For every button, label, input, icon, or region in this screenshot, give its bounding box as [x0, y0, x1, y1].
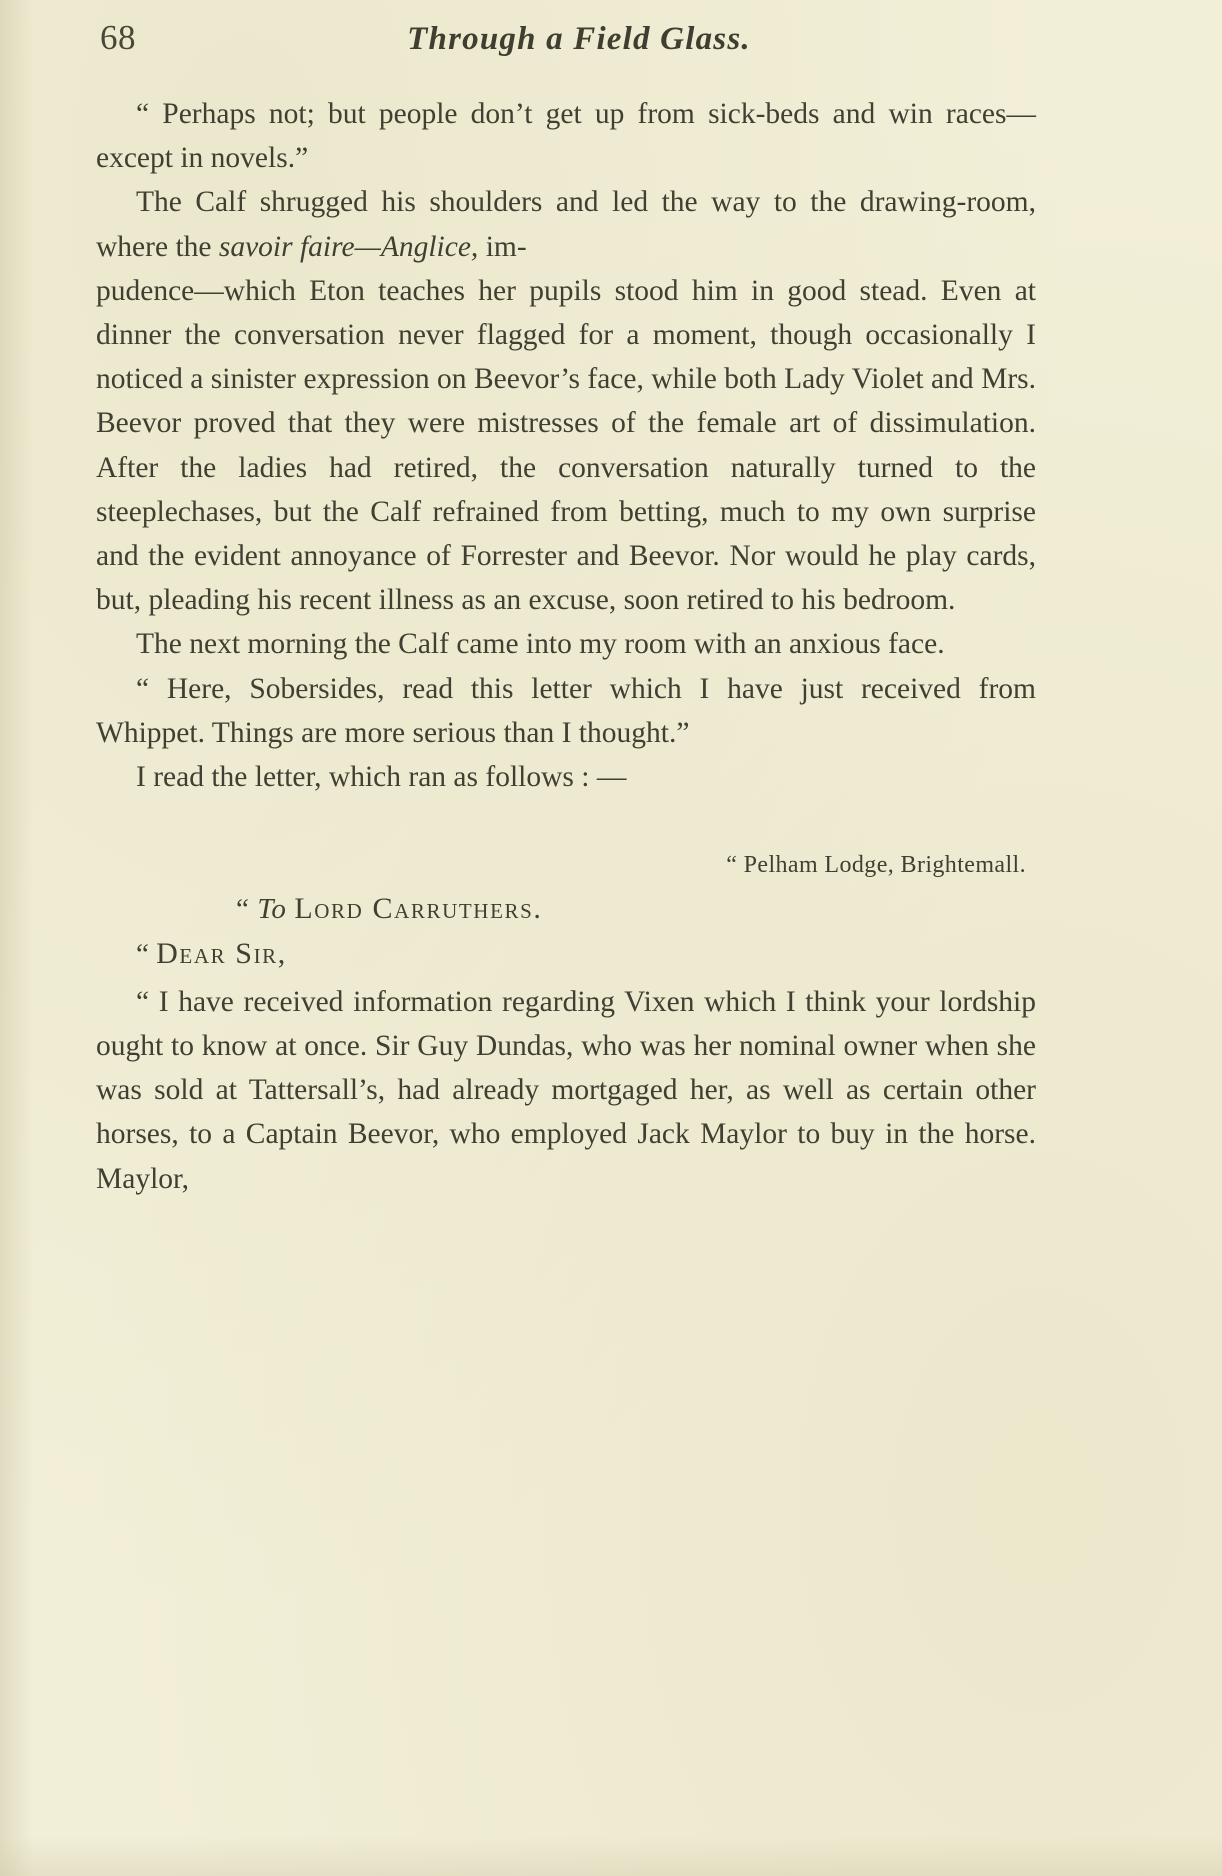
paragraph-2	[96, 180, 1036, 268]
paragraph-6: I read the letter, which ran as follows : —	[136, 761, 627, 794]
page-edge-shadow	[0, 0, 34, 1876]
page-header	[100, 18, 1102, 68]
letter-salutation	[96, 932, 1036, 976]
letter-to-name: Lord Carruthers.	[294, 892, 543, 926]
paragraph-2-tail: im-	[478, 230, 527, 263]
letter-to-italic: To	[257, 893, 287, 926]
paragraph-2-italic-phrase: savoir faire—Anglice,	[218, 230, 479, 263]
letter-salutation-text: Dear Sir,	[156, 936, 287, 970]
letter-address: “ Pelham Lodge, Brightemall.	[726, 852, 1026, 879]
running-title: Through a Field Glass.	[407, 21, 751, 57]
page-number: 68	[100, 18, 136, 57]
paragraph-2-lead: The Calf shrugged his shoulders and led the way to the drawing-room, where the	[96, 186, 1036, 263]
paragraph-3: pudence—which Eton teaches her pupils stood him in good stead. Even at dinner the conversation never flagged for a moment, though occasionally I noticed a sinister expression on Beevor’s face, while both Lady Violet and Mrs. Beevor proved that they were mistresses of the female art of dissimulation. After the ladies had retired, the conversation naturally turned to the steeplechases, but the Calf refrained from betting, much to my own surprise and the evident annoyance of Forrester and Beevor. Nor would he play cards, but, pleading his recent illness as an excuse, soon retired to his bedroom.	[96, 274, 1036, 617]
paragraph-4: The next morning the Calf came into my room with an anxious face.	[136, 628, 945, 661]
page-body	[96, 92, 1036, 1201]
page-bottom-shadow	[0, 1836, 1222, 1876]
letter-block	[96, 843, 1036, 1201]
letter-paragraph-1: “ I have received information regarding Vixen which I think your lordship ought to know at once. Sir Guy Dundas, who was her nominal owner when she was sold at Tattersall’s, had already mortgaged her, as well as certain other horses, to a Captain Beevor, who employed Jack Maylor to buy in the horse. Maylor,	[96, 985, 1036, 1195]
paragraph-1: “ Perhaps not; but people don’t get up from sick-beds and win races—except in novels.”	[96, 98, 1036, 175]
letter-to-prefix: “	[236, 893, 258, 926]
letter-salutation-prefix: “	[136, 937, 157, 970]
letter-recipient	[96, 887, 1036, 931]
paragraph-5: “ Here, Sobersides, read this letter which I have just received from Whippet. Things are more serious than I thought.”	[96, 672, 1036, 749]
letter-body	[96, 980, 1036, 1201]
